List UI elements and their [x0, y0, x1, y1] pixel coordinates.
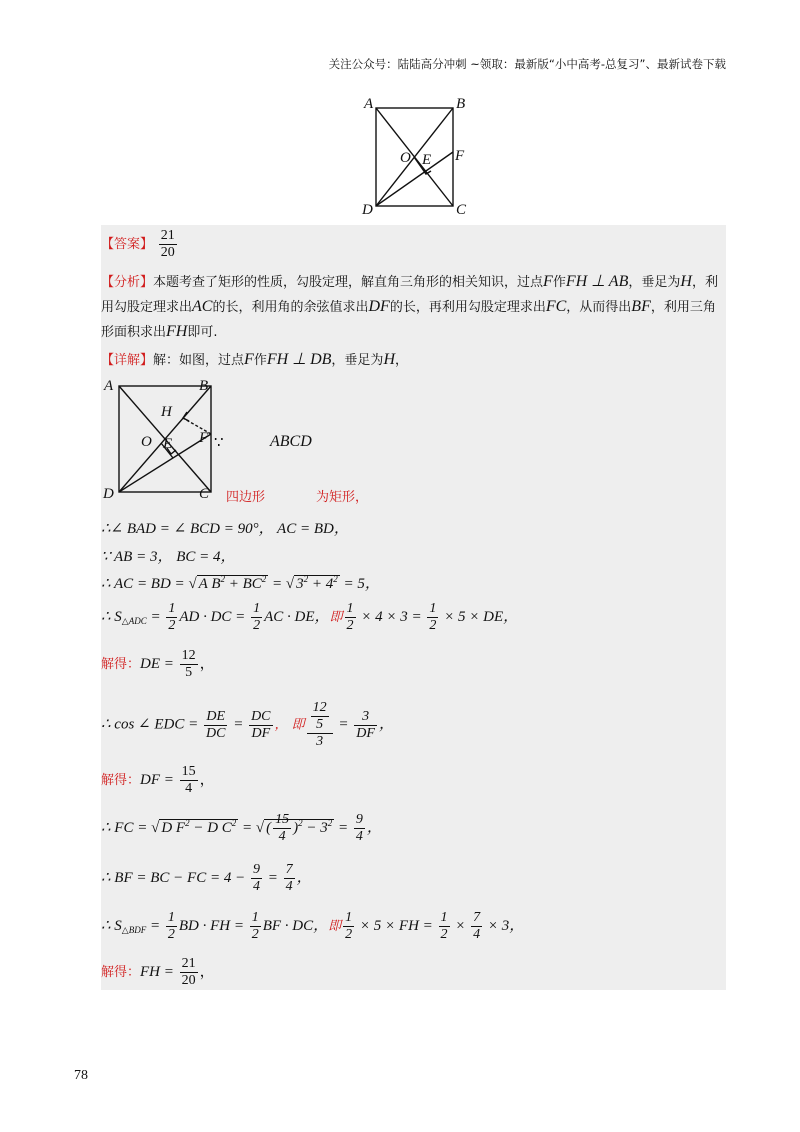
label2-f: F: [199, 430, 209, 446]
label2-a: A: [104, 378, 114, 394]
label2-e: E: [163, 436, 173, 452]
analysis-paragraph: 【分析】本题考查了矩形的性质，勾股定理，解直角三角形的相关知识，过点F作FH ⊥ AB，垂足为H，利用勾股定理求出AC的长，利用角的余弦值求出DF的长，再利用勾股定理求出FC，从而得出BF，利用三角形面积求出FH即可.: [101, 273, 718, 340]
step-8: ∴ FC = √ D $F^2 - D$ $C^2$ = √ ( $\frac{15}{4}$ )$^2 - 3^2$ = $\frac{9}{4}$ ，: [101, 812, 382, 844]
step-1: ∴∠ BAD = ∠ BCD = 90°， AC = BD，: [101, 521, 349, 537]
label-a: A: [364, 96, 374, 112]
label2-o: O: [141, 434, 152, 450]
step-7: 解得：DF = $\frac{15}{4}$ ，: [101, 764, 215, 796]
step-2: ∵ AB = 3， BC = 4，: [101, 549, 236, 565]
step-4: ∴ $S_{\triangle ADC}$ = $\frac{1}{2}$ AD · DC = $\frac{1}{2}$ AC · DE，即 $\frac{1}{2}$ × 4 × 3 = $\frac{1}{2}$ × 5 × DE，: [101, 601, 519, 633]
detail-tag: 【详解】: [101, 353, 154, 368]
geometry-figure-detail: [101, 376, 221, 504]
step-11: 解得：FH = $\frac{21}{20}$ ，: [101, 956, 215, 988]
detail-intro: 【详解】解：如图，过点F作FH ⊥ DB，垂足为H，: [101, 351, 409, 368]
label-c: C: [456, 202, 467, 218]
label-o: O: [400, 150, 411, 166]
step-3: ∴ AC = BD = √ A $B^2 + BC^2$ = √ $3^2 + 4^2 = 5$，: [101, 574, 380, 592]
label2-c: C: [199, 486, 210, 502]
page-number: 78: [74, 1068, 88, 1083]
label-b: B: [456, 96, 466, 112]
because-symbol: ∵: [214, 435, 224, 451]
label2-h: H: [161, 404, 172, 420]
page-header: 关注公众号：陆陆高分冲刺 ~领取：最新版“小中高考-总复习”、最新试卷下载: [328, 57, 726, 71]
label-f: F: [455, 148, 465, 164]
step-6: ∴ cos ∠ EDC = $\frac{DE}{DC}$ = $\frac{DC}{DF}$ ， 即 12 5 3 = $\frac{3}{DF}$ ，: [101, 700, 394, 749]
step-9: ∴ BF = BC − FC = 4 − $\frac{9}{4}$ = $\frac{7}{4}$ ，: [101, 862, 312, 894]
geometry-figure-top: [356, 94, 476, 218]
answer-tag: 【答案】: [101, 236, 154, 252]
answer-fraction: $\frac{21}{20}$: [160, 228, 175, 260]
step-10: ∴ $S_{\triangle BDF}$ = $\frac{1}{2}$ BD · FH = $\frac{1}{2}$ BF · DC，即 $\frac{1}{2}$ × 5 × FH = $\frac{1}{2}$ × $\frac{7}{4}$ × 3，: [101, 910, 525, 942]
label-d: D: [362, 202, 373, 218]
label2-b: B: [199, 378, 209, 394]
rect-label: 为矩形，: [316, 490, 369, 505]
analysis-tag: 【分析】: [101, 275, 154, 290]
abcd-label: ABCD: [270, 433, 312, 450]
step-5: 解得：DE = $\frac{12}{5}$ ，: [101, 648, 215, 680]
answer-line: [101, 228, 179, 261]
quad-label: 四边形: [226, 490, 266, 505]
label-e: E: [422, 152, 432, 168]
label2-d: D: [103, 486, 114, 502]
